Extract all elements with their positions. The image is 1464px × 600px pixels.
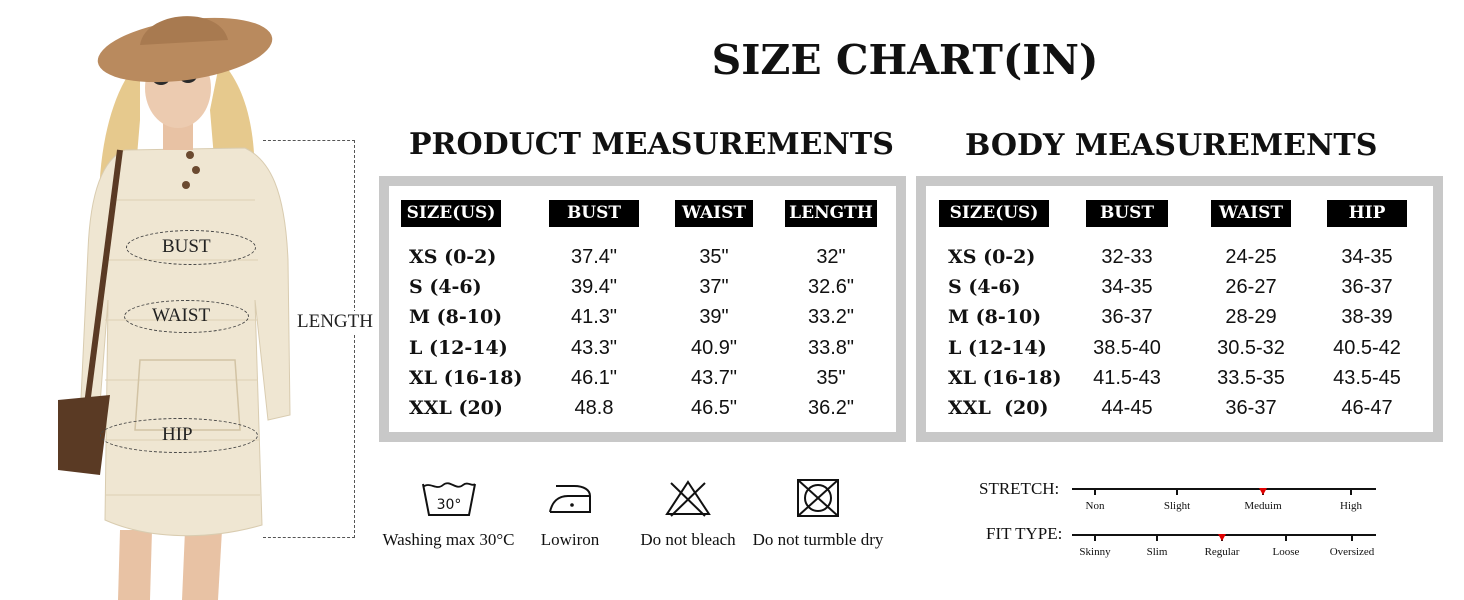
hip-cell: 46-47 xyxy=(1341,397,1393,419)
no-tumble-dry-icon xyxy=(795,478,841,518)
fit-option: Loose xyxy=(1272,546,1300,558)
fit-tick xyxy=(1094,535,1096,541)
fit-option: Regular xyxy=(1204,546,1240,558)
size-cell: XS (0-2) xyxy=(948,246,1036,268)
table-row xyxy=(389,302,896,332)
fit-tick xyxy=(1156,535,1158,541)
care-bleach xyxy=(632,478,744,550)
size-cell: XXL (20) xyxy=(948,397,1049,419)
wash-temp-text: 30° xyxy=(436,497,461,513)
waist-cell: 43.7" xyxy=(690,367,738,389)
bust-label: BUST xyxy=(162,236,211,257)
fit-type-label: FIT TYPE: xyxy=(986,524,1063,543)
size-cell: XL (16-18) xyxy=(409,367,523,389)
stretch-label: STRETCH: xyxy=(979,479,1060,498)
table-row xyxy=(926,242,1433,272)
table-row xyxy=(926,393,1433,423)
hip-cell: 38-39 xyxy=(1341,306,1393,328)
product-measurements-title: PRODUCT MEASUREMENTS xyxy=(409,127,894,162)
care-wash-label: Washing max 30°C xyxy=(382,530,515,549)
product-header-length: LENGTH xyxy=(785,200,877,227)
table-row xyxy=(389,272,896,302)
hip-cell: 34-35 xyxy=(1341,246,1393,268)
fit-option: Slim xyxy=(1146,546,1168,558)
stretch-tick xyxy=(1350,489,1352,495)
body-measurements-title: BODY MEASUREMENTS xyxy=(965,128,1378,163)
size-cell: M (8-10) xyxy=(948,306,1042,328)
waist-cell: 35" xyxy=(699,246,729,268)
length-cell: 35" xyxy=(816,367,846,389)
waist-cell: 46.5" xyxy=(690,397,738,419)
length-label: LENGTH xyxy=(297,311,373,332)
stretch-selected-marker xyxy=(1259,488,1267,495)
low-iron-icon xyxy=(544,478,596,518)
stretch-option: Slight xyxy=(1163,500,1191,512)
bust-cell: 34-35 xyxy=(1101,276,1153,298)
bust-cell: 46.1" xyxy=(570,367,618,389)
table-row xyxy=(926,272,1433,302)
waist-cell: 37" xyxy=(699,276,729,298)
table-row xyxy=(389,363,896,393)
hip-cell: 36-37 xyxy=(1341,276,1393,298)
table-row xyxy=(389,333,896,363)
care-tumble xyxy=(748,478,888,550)
stretch-tick xyxy=(1176,489,1178,495)
waist-cell: 40.9" xyxy=(690,337,738,359)
hip-cell: 43.5-45 xyxy=(1333,367,1401,389)
waist-cell: 33.5-35 xyxy=(1217,367,1285,389)
bust-cell: 41.5-43 xyxy=(1093,367,1161,389)
stretch-scale-line xyxy=(1072,488,1376,490)
size-cell: L (12-14) xyxy=(948,337,1047,359)
waist-cell: 28-29 xyxy=(1225,306,1277,328)
no-bleach-icon xyxy=(663,478,713,518)
care-tumble-label: Do not turmble dry xyxy=(752,530,884,549)
stretch-tick xyxy=(1094,489,1096,495)
fit-tick xyxy=(1351,535,1353,541)
bust-cell: 38.5-40 xyxy=(1093,337,1161,359)
body-header-bust: BUST xyxy=(1086,200,1168,227)
table-row xyxy=(926,363,1433,393)
care-wash xyxy=(376,478,521,550)
size-cell: S (4-6) xyxy=(948,276,1021,298)
product-table xyxy=(379,176,906,442)
length-cell: 32" xyxy=(816,246,846,268)
waist-label: WAIST xyxy=(152,305,211,326)
bust-cell: 44-45 xyxy=(1101,397,1153,419)
length-cell: 33.2" xyxy=(807,306,855,328)
length-cell: 36.2" xyxy=(807,397,855,419)
product-header-size: SIZE(US) xyxy=(401,200,501,227)
table-row xyxy=(926,302,1433,332)
table-row xyxy=(389,393,896,423)
bust-cell: 43.3" xyxy=(570,337,618,359)
waist-cell: 30.5-32 xyxy=(1217,337,1285,359)
care-bleach-label: Do not bleach xyxy=(640,530,736,549)
bust-cell: 37.4" xyxy=(570,246,618,268)
size-cell: S (4-6) xyxy=(409,276,482,298)
product-header-bust: BUST xyxy=(549,200,639,227)
fit-tick xyxy=(1285,535,1287,541)
stretch-option: Non xyxy=(1085,500,1105,512)
size-cell: L (12-14) xyxy=(409,337,508,359)
size-cell: XXL (20) xyxy=(409,397,503,419)
length-cell: 33.8" xyxy=(807,337,855,359)
size-cell: XL (16-18) xyxy=(948,367,1062,389)
fit-option: Oversized xyxy=(1329,546,1375,558)
hip-label: HIP xyxy=(162,424,193,445)
body-header-hip: HIP xyxy=(1327,200,1407,227)
body-header-size: SIZE(US) xyxy=(939,200,1049,227)
waist-cell: 24-25 xyxy=(1225,246,1277,268)
bust-cell: 32-33 xyxy=(1101,246,1153,268)
size-cell: M (8-10) xyxy=(409,306,503,328)
page-title: SIZE CHART(IN) xyxy=(711,36,1099,84)
body-header-waist: WAIST xyxy=(1211,200,1291,227)
stretch-option: High xyxy=(1340,500,1362,512)
waist-cell: 36-37 xyxy=(1225,397,1277,419)
fit-option: Skinny xyxy=(1079,546,1111,558)
length-guide xyxy=(263,140,355,538)
bust-cell: 41.3" xyxy=(570,306,618,328)
bust-cell: 39.4" xyxy=(570,276,618,298)
wash-30-icon xyxy=(420,478,478,518)
model-illustration xyxy=(0,0,380,600)
stretch-option: Meduim xyxy=(1244,500,1282,512)
table-row xyxy=(926,333,1433,363)
body-table xyxy=(916,176,1443,442)
waist-cell: 39" xyxy=(699,306,729,328)
waist-cell: 26-27 xyxy=(1225,276,1277,298)
product-header-waist: WAIST xyxy=(675,200,753,227)
table-row xyxy=(389,242,896,272)
size-cell: XS (0-2) xyxy=(409,246,497,268)
bust-cell: 48.8 xyxy=(574,397,614,419)
care-iron-label: Lowiron xyxy=(540,530,600,549)
hip-cell: 40.5-42 xyxy=(1333,337,1401,359)
bust-cell: 36-37 xyxy=(1101,306,1153,328)
fit-selected-marker xyxy=(1218,534,1226,541)
care-iron xyxy=(530,478,610,550)
length-cell: 32.6" xyxy=(807,276,855,298)
